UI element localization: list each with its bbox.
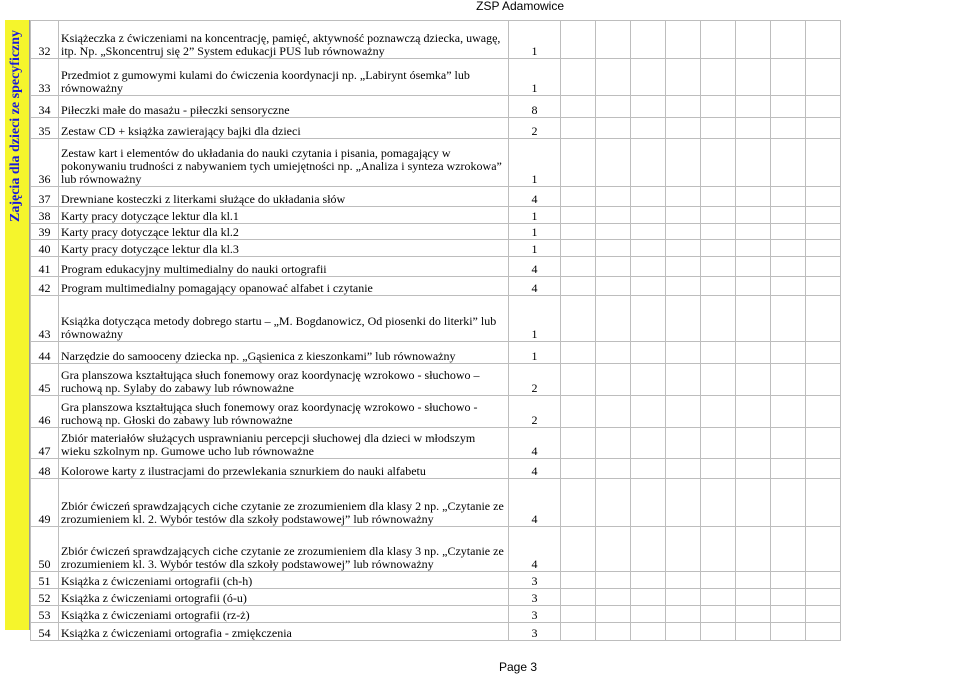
table-row: [31, 277, 841, 296]
table-row: [31, 96, 841, 118]
empty-cell: [561, 606, 596, 623]
table-row: [31, 139, 841, 187]
item-number: 33: [31, 59, 59, 96]
table-row: [31, 187, 841, 207]
item-quantity: 1: [509, 224, 561, 240]
empty-cell: [666, 118, 701, 139]
empty-cell: [561, 139, 596, 187]
empty-cell: [701, 257, 736, 277]
empty-cell: [701, 139, 736, 187]
empty-cell: [806, 527, 841, 572]
empty-cell: [736, 224, 771, 240]
item-number: 44: [31, 342, 59, 364]
empty-cell: [701, 187, 736, 207]
empty-cell: [736, 277, 771, 296]
empty-cell: [666, 224, 701, 240]
item-number: 46: [31, 396, 59, 428]
item-number: 48: [31, 459, 59, 479]
empty-cell: [561, 342, 596, 364]
empty-cell: [561, 224, 596, 240]
empty-cell: [771, 623, 806, 641]
empty-cell: [771, 240, 806, 257]
empty-cell: [666, 572, 701, 589]
empty-cell: [701, 240, 736, 257]
item-description: Karty pracy dotyczące lektur dla kl.1: [59, 207, 509, 224]
empty-cell: [701, 606, 736, 623]
empty-cell: [596, 21, 631, 59]
empty-cell: [666, 96, 701, 118]
table-row: [31, 364, 841, 396]
empty-cell: [596, 364, 631, 396]
empty-cell: [701, 207, 736, 224]
empty-cell: [666, 428, 701, 459]
empty-cell: [771, 527, 806, 572]
empty-cell: [631, 207, 666, 224]
item-number: 47: [31, 428, 59, 459]
table-row: [31, 118, 841, 139]
empty-cell: [736, 572, 771, 589]
empty-cell: [771, 118, 806, 139]
empty-cell: [631, 606, 666, 623]
item-number: 50: [31, 527, 59, 572]
items-table: [30, 20, 841, 641]
item-description: Narzędzie do samooceny dziecka np. „Gąsienica z kieszonkami” lub równoważny: [59, 342, 509, 364]
empty-cell: [561, 277, 596, 296]
empty-cell: [666, 240, 701, 257]
empty-cell: [736, 606, 771, 623]
table-row: [31, 342, 841, 364]
empty-cell: [736, 240, 771, 257]
item-quantity: 3: [509, 623, 561, 641]
empty-cell: [596, 479, 631, 527]
item-quantity: 1: [509, 21, 561, 59]
item-quantity: 4: [509, 479, 561, 527]
empty-cell: [631, 59, 666, 96]
empty-cell: [596, 459, 631, 479]
empty-cell: [631, 589, 666, 606]
item-quantity: 8: [509, 96, 561, 118]
item-description: Gra planszowa kształtująca słuch fonemowy oraz koordynację wzrokowo - słuchowo – ruchową np. Sylaby do zabawy lub równoważne: [59, 364, 509, 396]
empty-cell: [771, 428, 806, 459]
empty-cell: [701, 623, 736, 641]
empty-cell: [561, 21, 596, 59]
empty-cell: [806, 396, 841, 428]
empty-cell: [666, 527, 701, 572]
empty-cell: [596, 572, 631, 589]
empty-cell: [631, 459, 666, 479]
item-description: Przedmiot z gumowymi kulami do ćwiczenia koordynacji np. „Labirynt ósemka” lub równoważny: [59, 59, 509, 96]
empty-cell: [666, 59, 701, 96]
empty-cell: [631, 296, 666, 342]
item-quantity: 1: [509, 59, 561, 96]
empty-cell: [806, 96, 841, 118]
item-number: 40: [31, 240, 59, 257]
empty-cell: [596, 296, 631, 342]
item-quantity: 1: [509, 240, 561, 257]
empty-cell: [666, 623, 701, 641]
table-row: [31, 589, 841, 606]
empty-cell: [736, 296, 771, 342]
empty-cell: [561, 59, 596, 96]
empty-cell: [596, 623, 631, 641]
empty-cell: [806, 459, 841, 479]
empty-cell: [771, 342, 806, 364]
empty-cell: [666, 606, 701, 623]
empty-cell: [631, 139, 666, 187]
empty-cell: [561, 623, 596, 641]
empty-cell: [666, 342, 701, 364]
empty-cell: [736, 187, 771, 207]
item-number: 42: [31, 277, 59, 296]
empty-cell: [631, 257, 666, 277]
empty-cell: [736, 459, 771, 479]
empty-cell: [631, 277, 666, 296]
item-number: 43: [31, 296, 59, 342]
empty-cell: [596, 589, 631, 606]
empty-cell: [631, 21, 666, 59]
item-description: Książka dotycząca metody dobrego startu – „M. Bogdanowicz, Od piosenki do literki” lub równoważny: [59, 296, 509, 342]
empty-cell: [561, 428, 596, 459]
item-quantity: 2: [509, 118, 561, 139]
empty-cell: [771, 207, 806, 224]
item-quantity: 1: [509, 139, 561, 187]
empty-cell: [736, 428, 771, 459]
item-description: Kolorowe karty z ilustracjami do przewlekania sznurkiem do nauki alfabetu: [59, 459, 509, 479]
empty-cell: [701, 396, 736, 428]
item-description: Program multimedialny pomagający opanować alfabet i czytanie: [59, 277, 509, 296]
empty-cell: [561, 240, 596, 257]
item-description: Książka z ćwiczeniami ortografia - zmiękczenia: [59, 623, 509, 641]
item-description: Książka z ćwiczeniami ortografii (rz-ż): [59, 606, 509, 623]
empty-cell: [666, 364, 701, 396]
category-side-label: [5, 20, 30, 630]
empty-cell: [596, 207, 631, 224]
empty-cell: [701, 527, 736, 572]
table-row: [31, 428, 841, 459]
empty-cell: [631, 224, 666, 240]
empty-cell: [806, 21, 841, 59]
page-footer: Page 3: [499, 660, 538, 674]
item-quantity: 4: [509, 257, 561, 277]
table-row: [31, 207, 841, 224]
empty-cell: [736, 59, 771, 96]
empty-cell: [771, 277, 806, 296]
item-quantity: 1: [509, 296, 561, 342]
empty-cell: [666, 296, 701, 342]
item-description: Zestaw kart i elementów do układania do nauki czytania i pisania, pomagający w pokonywaniu trudności z nabywaniem tych umiejętności np. „Analiza i synteza wzrokowa” lub równoważny: [59, 139, 509, 187]
empty-cell: [666, 277, 701, 296]
empty-cell: [736, 139, 771, 187]
empty-cell: [561, 479, 596, 527]
item-quantity: 4: [509, 459, 561, 479]
empty-cell: [561, 118, 596, 139]
empty-cell: [806, 572, 841, 589]
empty-cell: [596, 187, 631, 207]
table-row: [31, 572, 841, 589]
table-row: [31, 240, 841, 257]
empty-cell: [631, 479, 666, 527]
item-quantity: 4: [509, 277, 561, 296]
empty-cell: [596, 277, 631, 296]
item-number: 52: [31, 589, 59, 606]
table-row: [31, 479, 841, 527]
table-row: [31, 21, 841, 59]
item-description: Karty pracy dotyczące lektur dla kl.3: [59, 240, 509, 257]
item-description: Zbiór ćwiczeń sprawdzających ciche czytanie ze zrozumieniem dla klasy 2 np. „Czytanie ze zrozumieniem kl. 2. Wybór testów dla szkoły podstawowej” lub równoważny: [59, 479, 509, 527]
empty-cell: [666, 257, 701, 277]
empty-cell: [596, 606, 631, 623]
table-row: [31, 527, 841, 572]
item-description: Książka z ćwiczeniami ortografii (ó-u): [59, 589, 509, 606]
page-header: ZSP Adamowice: [476, 0, 564, 13]
table-row: [31, 59, 841, 96]
item-number: 34: [31, 96, 59, 118]
empty-cell: [806, 623, 841, 641]
item-number: 39: [31, 224, 59, 240]
empty-cell: [771, 396, 806, 428]
empty-cell: [701, 277, 736, 296]
empty-cell: [701, 59, 736, 96]
item-quantity: 3: [509, 606, 561, 623]
empty-cell: [701, 96, 736, 118]
empty-cell: [736, 589, 771, 606]
empty-cell: [666, 589, 701, 606]
empty-cell: [806, 240, 841, 257]
empty-cell: [561, 459, 596, 479]
empty-cell: [806, 296, 841, 342]
item-number: 32: [31, 21, 59, 59]
empty-cell: [736, 257, 771, 277]
empty-cell: [666, 396, 701, 428]
item-quantity: 2: [509, 396, 561, 428]
empty-cell: [631, 396, 666, 428]
empty-cell: [666, 479, 701, 527]
empty-cell: [631, 572, 666, 589]
empty-cell: [771, 364, 806, 396]
empty-cell: [561, 207, 596, 224]
item-number: 38: [31, 207, 59, 224]
empty-cell: [736, 623, 771, 641]
empty-cell: [806, 479, 841, 527]
empty-cell: [736, 342, 771, 364]
empty-cell: [561, 296, 596, 342]
empty-cell: [806, 118, 841, 139]
table-row: [31, 296, 841, 342]
empty-cell: [561, 396, 596, 428]
empty-cell: [561, 364, 596, 396]
item-number: 51: [31, 572, 59, 589]
empty-cell: [806, 364, 841, 396]
item-description: Karty pracy dotyczące lektur dla kl.2: [59, 224, 509, 240]
empty-cell: [771, 224, 806, 240]
item-quantity: 2: [509, 364, 561, 396]
empty-cell: [561, 527, 596, 572]
empty-cell: [806, 342, 841, 364]
empty-cell: [701, 296, 736, 342]
empty-cell: [701, 118, 736, 139]
item-description: Zestaw CD + książka zawierający bajki dla dzieci: [59, 118, 509, 139]
item-number: 49: [31, 479, 59, 527]
empty-cell: [561, 572, 596, 589]
empty-cell: [666, 139, 701, 187]
item-description: Gra planszowa kształtująca słuch fonemowy oraz koordynację wzrokowo - słuchowo - ruchową np. Głoski do zabawy lub równoważne: [59, 396, 509, 428]
empty-cell: [596, 59, 631, 96]
item-number: 35: [31, 118, 59, 139]
empty-cell: [736, 364, 771, 396]
item-number: 36: [31, 139, 59, 187]
empty-cell: [596, 139, 631, 187]
item-quantity: 3: [509, 589, 561, 606]
empty-cell: [561, 187, 596, 207]
table-row: [31, 257, 841, 277]
empty-cell: [596, 224, 631, 240]
empty-cell: [631, 623, 666, 641]
empty-cell: [631, 240, 666, 257]
item-description: Książeczka z ćwiczeniami na koncentrację, pamięć, aktywność poznawczą dziecka, uwagę, itp. Np. „Skoncentruj się 2” System edukacji PUS lub równoważny: [59, 21, 509, 59]
table-row: [31, 623, 841, 641]
empty-cell: [806, 428, 841, 459]
table-row: [31, 396, 841, 428]
item-description: Program edukacyjny multimedialny do nauki ortografii: [59, 257, 509, 277]
empty-cell: [701, 572, 736, 589]
empty-cell: [736, 118, 771, 139]
empty-cell: [806, 207, 841, 224]
item-quantity: 1: [509, 342, 561, 364]
item-quantity: 1: [509, 207, 561, 224]
empty-cell: [771, 606, 806, 623]
empty-cell: [631, 428, 666, 459]
item-number: 54: [31, 623, 59, 641]
empty-cell: [701, 459, 736, 479]
empty-cell: [806, 589, 841, 606]
empty-cell: [701, 224, 736, 240]
empty-cell: [736, 96, 771, 118]
empty-cell: [771, 589, 806, 606]
empty-cell: [771, 479, 806, 527]
empty-cell: [701, 479, 736, 527]
empty-cell: [806, 257, 841, 277]
item-description: Piłeczki małe do masażu - piłeczki sensoryczne: [59, 96, 509, 118]
empty-cell: [771, 139, 806, 187]
empty-cell: [701, 428, 736, 459]
empty-cell: [631, 342, 666, 364]
empty-cell: [701, 21, 736, 59]
empty-cell: [736, 479, 771, 527]
category-label-text: Zajęcia dla dzieci ze specyficzny: [8, 29, 23, 222]
empty-cell: [806, 224, 841, 240]
empty-cell: [666, 187, 701, 207]
item-description: Książka z ćwiczeniami ortografii (ch-h): [59, 572, 509, 589]
empty-cell: [596, 428, 631, 459]
empty-cell: [701, 364, 736, 396]
empty-cell: [771, 572, 806, 589]
item-number: 37: [31, 187, 59, 207]
empty-cell: [596, 118, 631, 139]
empty-cell: [561, 96, 596, 118]
empty-cell: [806, 606, 841, 623]
empty-cell: [631, 527, 666, 572]
empty-cell: [631, 187, 666, 207]
empty-cell: [596, 240, 631, 257]
empty-cell: [596, 96, 631, 118]
empty-cell: [771, 257, 806, 277]
table-row: [31, 606, 841, 623]
empty-cell: [631, 364, 666, 396]
empty-cell: [806, 277, 841, 296]
empty-cell: [666, 459, 701, 479]
item-description: Zbiór materiałów służących usprawnianiu percepcji słuchowej dla dzieci w młodszym wieku szkolnym np. Gumowe ucho lub równoważne: [59, 428, 509, 459]
items-table-body: [31, 21, 841, 641]
item-number: 45: [31, 364, 59, 396]
empty-cell: [561, 589, 596, 606]
item-number: 41: [31, 257, 59, 277]
table-row: [31, 459, 841, 479]
empty-cell: [806, 139, 841, 187]
empty-cell: [596, 527, 631, 572]
empty-cell: [631, 118, 666, 139]
empty-cell: [631, 96, 666, 118]
empty-cell: [596, 257, 631, 277]
item-number: 53: [31, 606, 59, 623]
empty-cell: [771, 296, 806, 342]
table-row: [31, 224, 841, 240]
empty-cell: [771, 59, 806, 96]
empty-cell: [736, 21, 771, 59]
item-quantity: 4: [509, 527, 561, 572]
empty-cell: [736, 396, 771, 428]
empty-cell: [596, 342, 631, 364]
empty-cell: [666, 207, 701, 224]
empty-cell: [596, 396, 631, 428]
empty-cell: [666, 21, 701, 59]
empty-cell: [771, 21, 806, 59]
item-description: Zbiór ćwiczeń sprawdzających ciche czytanie ze zrozumieniem dla klasy 3 np. „Czytanie ze zrozumieniem kl. 3. Wybór testów dla szkoły podstawowej” lub równoważny: [59, 527, 509, 572]
item-description: Drewniane kosteczki z literkami służące do układania słów: [59, 187, 509, 207]
empty-cell: [701, 342, 736, 364]
item-quantity: 4: [509, 428, 561, 459]
empty-cell: [806, 59, 841, 96]
empty-cell: [736, 527, 771, 572]
empty-cell: [701, 589, 736, 606]
empty-cell: [771, 96, 806, 118]
empty-cell: [736, 207, 771, 224]
empty-cell: [771, 459, 806, 479]
item-quantity: 3: [509, 572, 561, 589]
empty-cell: [561, 257, 596, 277]
empty-cell: [806, 187, 841, 207]
item-quantity: 4: [509, 187, 561, 207]
empty-cell: [771, 187, 806, 207]
